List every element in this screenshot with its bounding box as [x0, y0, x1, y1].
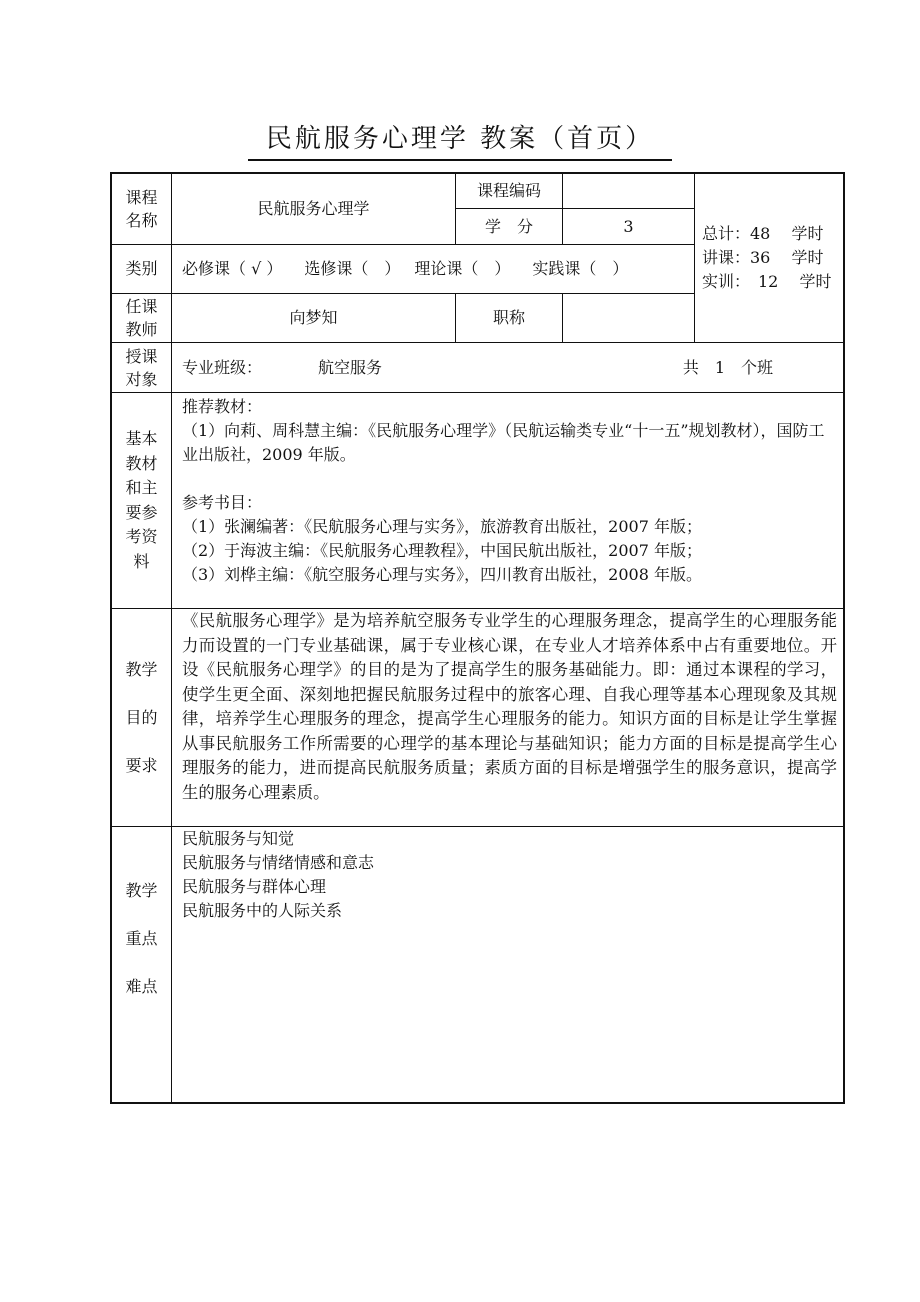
textbook-heading: 推荐教材：: [182, 397, 263, 416]
keypoints-list: [172, 827, 843, 1102]
ref-entry: （1）张澜编著：《民航服务心理与实务》，旅游教育出版社，2007 年版；: [182, 517, 702, 536]
category-theory: 理论课（ ）: [414, 259, 511, 278]
label-objectives: 教学 目的 要求: [125, 659, 158, 775]
label-materials: 基本 教材 和主 要参 考资 料: [125, 429, 158, 571]
audience-major: 航空服务: [318, 357, 383, 377]
hours-block: [702, 222, 843, 302]
rule-hours: [694, 172, 695, 342]
hours-lecture: 讲课：36 学时: [702, 248, 824, 267]
audience-row: [172, 343, 843, 392]
label-teacher: 任课 教师: [125, 297, 158, 339]
table-border-bottom: [110, 1102, 845, 1104]
keypoint-item: 民航服务中的人际关系: [182, 901, 343, 920]
audience-classes: 共 1 个班: [682, 357, 773, 377]
category-required: 必修课（ √ ）: [182, 259, 283, 278]
label-course-name: 课程 名称: [125, 188, 158, 230]
hours-total: 总计：48 学时: [702, 224, 824, 243]
teacher-value: 向梦知: [289, 308, 338, 327]
label-keypoints: 教学 重点 难点: [125, 880, 158, 996]
keypoint-item: 民航服务与情绪情感和意志: [182, 853, 375, 872]
audience-prefix: 专业班级：: [182, 357, 263, 377]
keypoint-item: 民航服务与群体心理: [182, 877, 327, 896]
textbook-entry: （1）向莉、周科慧主编：《民航服务心理学》（民航运输类专业“十一五”规划教材），国防工业出版社，2009 年版。: [182, 421, 825, 464]
refs-heading: 参考书目：: [182, 493, 263, 512]
category-practice: 实践课（ ）: [532, 259, 629, 278]
credit-value: 3: [623, 216, 634, 236]
table-border-right: [843, 172, 845, 1104]
hours-practice: 实训： 12 学时: [702, 272, 832, 291]
keypoint-item: 民航服务与知觉: [182, 829, 295, 848]
materials-content: [172, 393, 843, 608]
course-name-value: 民航服务心理学: [257, 199, 370, 218]
lesson-plan-table: [110, 172, 845, 1104]
objectives-text: 《民航服务心理学》是为培养航空服务专业学生的心理服务理念，提高学生的心理服务能力而设置的一门专业基础课，属于专业核心课，在专业人才培养体系中占有重要地位。开设《民航服务心理学》的目的是为了提高学生的服务基础能力。即：通过本课程的学习，使学生更全面、深刻地把握民航服务过程中的旅客心理、自我心理等基本心理现象及其规律，培养学生心理服务的理念，提高学生心理服务的能力。知识方面的目标是让学生掌握从事民航服务工作所需要的心理学的基本理论与基础知识；能力方面的目标是提高学生心理服务的能力，进而提高民航服务质量；素质方面的目标是增强学生的服务意识，提高学生的服务心理素质。: [182, 611, 837, 802]
course-code-value: [563, 174, 694, 208]
label-credit: 学 分: [484, 216, 533, 236]
category-options: [172, 245, 694, 293]
ref-entry: （2）于海波主编：《民航服务心理教程》，中国民航出版社，2007 年版；: [182, 541, 702, 560]
ref-entry: （3）刘桦主编：《航空服务心理与实务》，四川教育出版社，2008 年版。: [182, 565, 702, 584]
label-audience: 授课 对象: [125, 346, 158, 389]
label-job-title: 职称: [492, 308, 525, 327]
job-title-value: [563, 294, 694, 342]
label-course-code: 课程编码: [476, 181, 541, 200]
category-elective: 选修课（ ）: [304, 259, 401, 278]
page-title: 民航服务心理学 教案（首页）: [0, 118, 920, 161]
label-category: 类别: [125, 259, 158, 278]
